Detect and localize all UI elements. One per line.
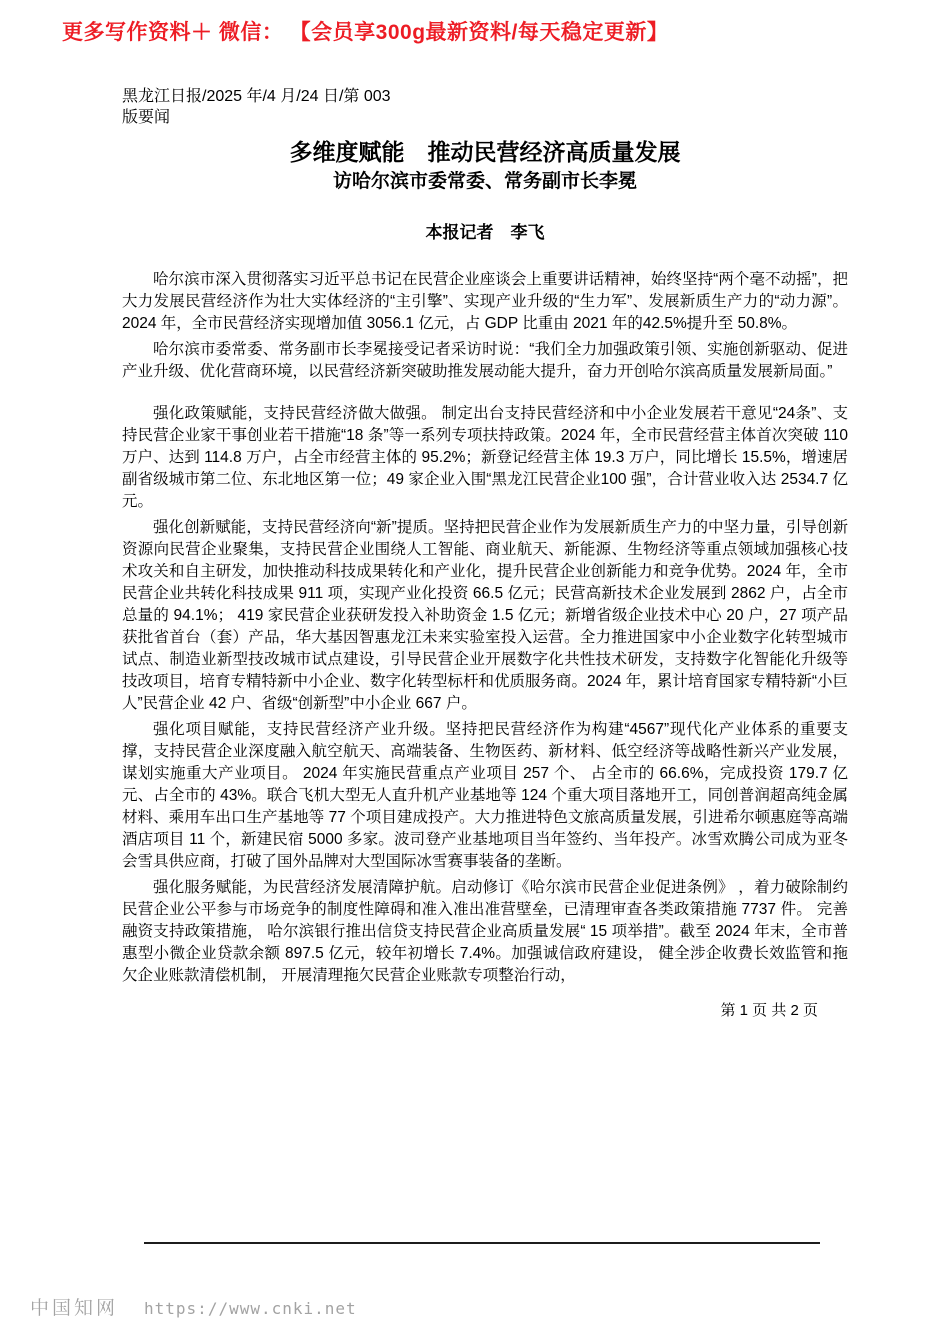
article-paragraph: 哈尔滨市委常委、常务副市长李冕接受记者采访时说：“我们全力加强政策引领、实施创新驱动、促进产业升级、优化营商环境，以民营经济新突破助推发展动能大提升，奋力开创哈尔滨高质量发展新局面。” (122, 341, 848, 380)
article-paragraph: 强化项目赋能，支持民营经济产业升级。坚持把民营经济作为构建“4567”现代化产业体系的重要支撑，支持民营企业深度融入航空航天、高端装备、生物医药、新材料、低空经济等战略性新兴产业发展，谋划实施重大产业项目。 2024 年实施民营重点产业项目 257 个、 占全市的 66.6%，完成投资 179.7 亿元、占全市的 43%。联合飞机大型无人直升机产业基地等 124 个重大项目落地开工，同创普润超高纯金属材料、乘用车出口生产基地等 77 个项目建成投产。大力推进特色文旅高质量发展，引进希尔顿惠庭等高端酒店项目 11 个，新建民宿 5000 多家。波司登产业基地项目当年签约、当年投产。冰雪欢腾公司成为亚冬会雪具供应商，打破了国外品牌对大型国际冰雪赛事装备的垄断。 (122, 721, 848, 870)
article-paragraph: 强化政策赋能，支持民营经济做大做强。 制定出台支持民营经济和中小企业发展若干意见“24条”、支持民营企业家干事创业若干措施“18 条”等一系列专项扶持政策。2024 年，全市民营经营主体首次突破 110 万户、达到 114.8 万户，占全市经营主体的 95.2%；新登记经营主体 19.3 万户，同比增长 15.5%，增速居副省级城市第二位、东北地区第一位；49 家企业入围“黑龙江民营企业100 强”，合计营业收入达 2534.7 亿元。 (122, 405, 848, 510)
promo-banner-text: 更多写作资料＋ 微信： 【会员享300g最新资料/每天稳定更新】 (62, 21, 669, 44)
article-paragraph: 强化服务赋能，为民营经济发展清障护航。启动修订《哈尔滨市民营企业促进条例》 ，着力破除制约民营企业公平参与市场竞争的制度性障碍和准入准出准营壁垒，已清理审查各类政策措施 7737 件。 完善融资支持政策措施， 哈尔滨银行推出信贷支持民营企业高质量发展“ 15 项举措”。截至 2024 年末，全市普惠型小微企业贷款余额 897.5 亿元，较年初增长 7.4%。加强诚信政府建设， 健全涉企收费长效监管和拖欠企业账款清偿机制， 开展清理拖欠民营企业账款专项整治行动， (122, 879, 848, 984)
publication-source-line: 黑龙江日报/2025 年/4 月/24 日/第 003 (122, 88, 391, 105)
cnki-site-url: https://www.cnki.net (144, 1299, 357, 1318)
article-title: 多维度赋能 推动民营经济高质量发展 (289, 139, 681, 165)
article-paragraph: 强化创新赋能，支持民营经济向“新”提质。坚持把民营企业作为发展新质生产力的中坚力量，引导创新资源向民营企业聚集，支持民营企业围绕人工智能、商业航天、新能源、生物经济等重点领域加强核心技术攻关和自主研发，加快推动科技成果转化和产业化，提升民营企业创新能力和竞争优势。2024 年，全市民营企业共转化科技成果 911 项，实现产业化投资 66.5 亿元；民营高新技术企业发展到 2862 户，占全市总量的 94.1%； 419 家民营企业获研发投入补助资金 1.5 亿元；新增省级企业技术中心 20 户，27 项产品获批省首台（套）产品，华大基因智惠龙江未来实验室投入运营。全力推进国家中小企业数字化转型城市试点、制造业新型技改城市试点建设，引导民营企业开展数字化共性技术研发，支持数字化智能化升级等技改项目，培育专精特新中小企业、数字化转型标杆和优质服务商。2024 年，累计培育国家专精特新“小巨人”民营企业 42 户、省级“创新型”中小企业 667 户。 (122, 519, 848, 712)
publication-section-line: 版要闻 (122, 109, 171, 126)
cnki-logo-text: 中国知网 (30, 1298, 119, 1319)
article-subtitle: 访哈尔滨市委常委、常务副市长李冕 (332, 171, 637, 192)
page-indicator: 第 1 页 共 2 页 (720, 1002, 818, 1019)
article-paragraph: 哈尔滨市深入贯彻落实习近平总书记在民营企业座谈会上重要讲话精神，始终坚持“两个毫不动摇”，把大力发展民营经济作为壮大实体经济的“主引擎”、实现产业升级的“生力军”、发展新质生产力的“动力源”。 2024 年，全市民营经济实现增加值 3056.1 亿元，占 GDP 比重由 2021 年的42.5%提升至 50.8%。 (122, 271, 848, 332)
article-byline: 本报记者 李飞 (425, 223, 545, 242)
footer-divider (144, 1242, 820, 1244)
cnki-watermark (30, 1293, 357, 1320)
article-body (122, 86, 848, 1020)
